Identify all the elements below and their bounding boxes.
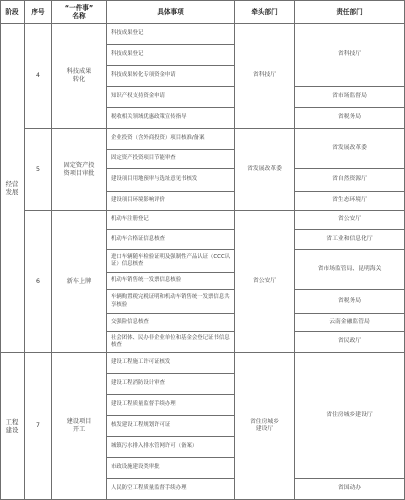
item-row xyxy=(107,150,235,169)
item-text: 机动车注册登记 xyxy=(111,216,149,223)
header-items-text: 具体事项 xyxy=(157,7,184,16)
header-resp-text: 责任部门 xyxy=(336,7,363,16)
resp-dept-cell xyxy=(295,290,405,314)
resp-dept: 省税务局 xyxy=(337,114,362,121)
item-row xyxy=(107,437,235,458)
item-text: 知识产权支持资金申请 xyxy=(111,93,165,100)
item-row xyxy=(107,211,235,230)
event-name-cell xyxy=(52,129,107,211)
item-row xyxy=(107,87,235,108)
item-row xyxy=(107,479,235,500)
resp-dept-cell xyxy=(295,353,405,479)
event-name-cell xyxy=(52,24,107,129)
resp-dept: 省公安厅 xyxy=(337,216,362,223)
item-text: 科技成果登记 xyxy=(111,51,144,58)
resp-dept: 云南金融监管局 xyxy=(329,318,370,325)
event-name-cell xyxy=(52,211,107,353)
item-row xyxy=(107,273,235,290)
resp-dept-cell xyxy=(295,192,405,211)
resp-dept-cell xyxy=(295,314,405,332)
item-text: 机动车销售统一发票信息核验 xyxy=(111,277,182,284)
item-row xyxy=(107,192,235,211)
resp-dept: 省自然资源厅 xyxy=(332,176,367,183)
header-lead xyxy=(235,0,295,24)
lead-dept: 省科技厅 xyxy=(252,72,277,79)
item-text: 市政设施建设类审批 xyxy=(111,464,160,471)
item-text: 社会团体、民办非企业单位和基金会登记证书信息核查 xyxy=(111,334,230,348)
resp-dept: 省发展改革委 xyxy=(332,144,367,151)
item-row xyxy=(107,314,235,332)
resp-dept: 省生态环境厅 xyxy=(332,197,367,204)
resp-dept-cell xyxy=(295,332,405,353)
resp-dept: 省市场监管局、昆明海关 xyxy=(317,265,382,272)
item-row xyxy=(107,66,235,87)
header-no-text: 序号 xyxy=(31,7,45,16)
resp-dept-cell xyxy=(295,479,405,500)
item-text: 城镇污水排入排水管网许可（备案） xyxy=(111,443,198,450)
event-no: 5 xyxy=(36,165,40,173)
item-text: 车辆购置税完税证明和机动车销售统一发票信息共享核验 xyxy=(111,294,230,308)
item-text: 企业投资（含外商投资）项目核准/备案 xyxy=(111,135,205,142)
item-text: 建设工程施工许可证核发 xyxy=(111,359,171,366)
item-text: 固定资产投资项目节能审查 xyxy=(111,155,176,162)
lead-dept: 省公安厅 xyxy=(252,277,277,284)
resp-dept: 省科技厅 xyxy=(337,51,362,58)
header-stage-text: 阶段 xyxy=(5,7,19,16)
resp-dept-cell xyxy=(295,230,405,250)
event-no-cell xyxy=(25,353,52,500)
item-row xyxy=(107,230,235,250)
stage-cell-business xyxy=(0,24,25,353)
stage-label: 工程 建设 xyxy=(5,417,19,434)
lead-dept: 省住房城乡 建设厅 xyxy=(250,418,279,432)
event-name: 固定资产投 资项目审批 xyxy=(63,161,95,177)
item-text: 建设项目环境影响评价 xyxy=(111,197,165,204)
event-no-cell xyxy=(25,24,52,129)
item-row xyxy=(107,108,235,129)
event-name: 科技成果 转化 xyxy=(66,68,92,83)
item-text: 进口车辆随车检验证明及强制性产品认证（CCC认证）信息核查 xyxy=(111,253,231,267)
resp-dept: 省市场监督局 xyxy=(332,93,367,100)
resp-dept: 省民政厅 xyxy=(337,338,362,345)
item-text: 科技成果转化专项资金申请 xyxy=(111,72,176,79)
event-name: 新车上牌 xyxy=(66,277,92,285)
resp-dept-cell xyxy=(295,169,405,192)
item-text: 核发建设工程规划许可证 xyxy=(111,422,171,429)
event-no-cell xyxy=(25,211,52,353)
item-text: 建设项目用地预审与选址意见书核发 xyxy=(111,176,198,183)
item-text: 科技成果登记 xyxy=(111,30,144,37)
resp-dept-cell xyxy=(295,24,405,87)
stage-label: 经营 发展 xyxy=(5,179,19,196)
item-row xyxy=(107,416,235,437)
item-row xyxy=(107,395,235,416)
item-text: 税收相关领域优惠政策宣传指导 xyxy=(111,114,187,121)
resp-dept-cell xyxy=(295,129,405,169)
item-row xyxy=(107,458,235,479)
event-no-cell xyxy=(25,129,52,211)
item-row xyxy=(107,45,235,66)
item-row xyxy=(107,169,235,192)
event-no: 6 xyxy=(36,277,40,285)
header-event-text: “一件事” 名称 xyxy=(64,3,94,20)
item-row xyxy=(107,24,235,45)
stage-cell-construction xyxy=(0,353,25,500)
resp-dept-cell xyxy=(295,211,405,230)
event-name: 建设项目 开工 xyxy=(66,418,92,433)
event-name-cell xyxy=(52,353,107,500)
resp-dept: 省税务局 xyxy=(337,297,362,304)
resp-dept-cell xyxy=(295,87,405,108)
item-row xyxy=(107,353,235,374)
header-stage xyxy=(0,0,25,24)
resp-dept: 省工业和信息化厅 xyxy=(326,235,373,242)
item-row xyxy=(107,374,235,395)
header-event xyxy=(52,0,107,24)
lead-dept-cell xyxy=(235,211,295,353)
resp-dept-cell xyxy=(295,250,405,290)
item-text: 建设工程质量监督手续办理 xyxy=(111,401,176,408)
item-text: 机动车合格证信息核查 xyxy=(111,235,165,242)
lead-dept-cell xyxy=(235,129,295,211)
resp-dept-cell xyxy=(295,108,405,129)
item-row xyxy=(107,290,235,314)
event-no: 4 xyxy=(36,72,40,79)
item-text: 人民防空工程质量监督手续办理 xyxy=(111,485,187,492)
header-no xyxy=(25,0,52,24)
item-text: 交强险信息核查 xyxy=(111,318,149,325)
lead-dept: 省发展改革委 xyxy=(247,165,282,172)
item-text: 建设工程消防设计审查 xyxy=(111,380,165,387)
item-row xyxy=(107,332,235,353)
item-row xyxy=(107,129,235,150)
resp-dept: 省国动办 xyxy=(337,485,362,492)
header-items xyxy=(107,0,235,24)
resp-dept: 省住房城乡建设厅 xyxy=(326,411,373,418)
item-row xyxy=(107,250,235,273)
lead-dept-cell xyxy=(235,353,295,500)
lead-dept-cell xyxy=(235,24,295,129)
header-lead-text: 牵头部门 xyxy=(251,7,278,16)
header-resp xyxy=(295,0,405,24)
event-no: 7 xyxy=(36,422,40,429)
